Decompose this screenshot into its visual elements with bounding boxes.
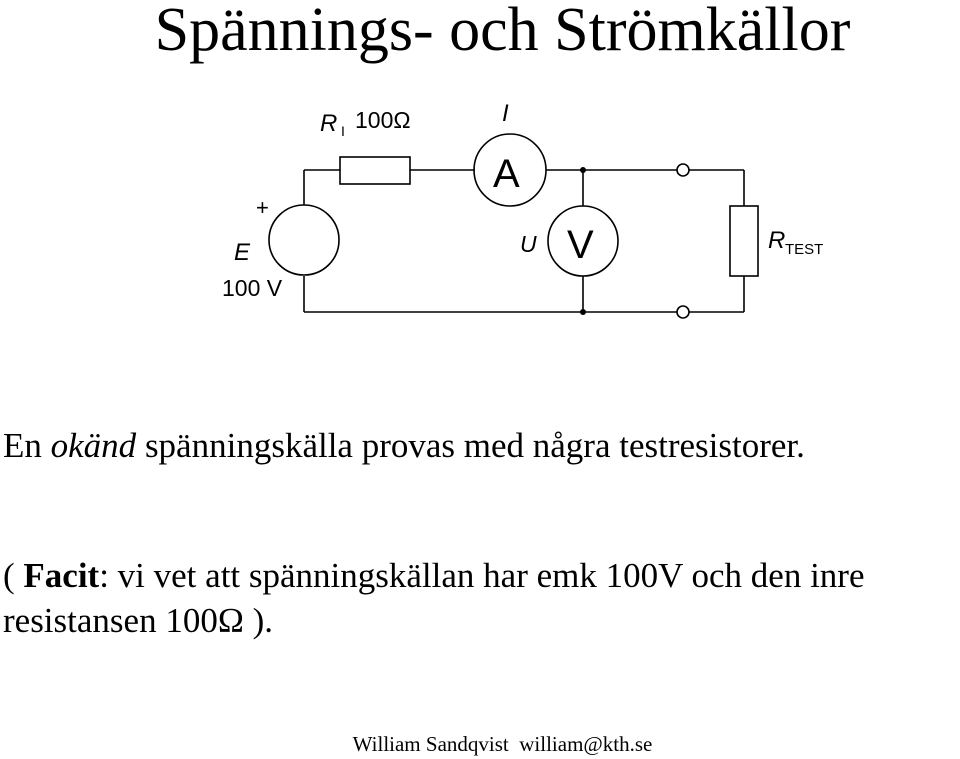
ri-value: 100Ω — [355, 107, 411, 133]
circuit-diagram — [0, 0, 960, 340]
facit-note — [3, 553, 958, 643]
junction-dot-top — [580, 167, 586, 173]
source-label: E — [234, 239, 251, 266]
facit-text: : vi vet att spänningskällan har emk 100V och den inre resistansen 100Ω ). — [3, 556, 865, 640]
current-label: I — [502, 100, 509, 127]
ri-label: R — [320, 110, 338, 137]
slide-title: Spännings- och Strömkällor — [154, 0, 851, 64]
statement-emphasis: okänd — [50, 426, 137, 465]
voltmeter-letter: V — [567, 223, 594, 267]
voltage-label: U — [520, 231, 537, 257]
source-plus-sign: + — [256, 195, 269, 220]
statement-end: spänningskälla provas med några testresistorer. — [136, 426, 805, 465]
ri-subscript: I — [341, 123, 345, 139]
test-resistor-symbol — [730, 206, 758, 276]
footer-author: William Sandqvist — [352, 732, 509, 756]
rtest-subscript: TEST — [785, 241, 824, 258]
ammeter-letter: A — [493, 152, 520, 196]
footer-email: william@kth.se — [519, 732, 653, 756]
voltage-source-symbol — [269, 205, 339, 275]
facit-label: Facit — [23, 556, 100, 595]
footer — [0, 731, 960, 757]
junction-dot-bottom — [580, 309, 586, 315]
facit-open-paren: ( — [3, 556, 24, 595]
statement-start: En — [3, 426, 51, 465]
internal-resistor-symbol — [340, 157, 410, 184]
terminal-top — [677, 164, 689, 176]
terminal-bottom — [677, 306, 689, 318]
problem-statement — [3, 425, 805, 467]
source-value: 100 V — [222, 275, 283, 301]
rtest-label: R — [768, 227, 786, 254]
